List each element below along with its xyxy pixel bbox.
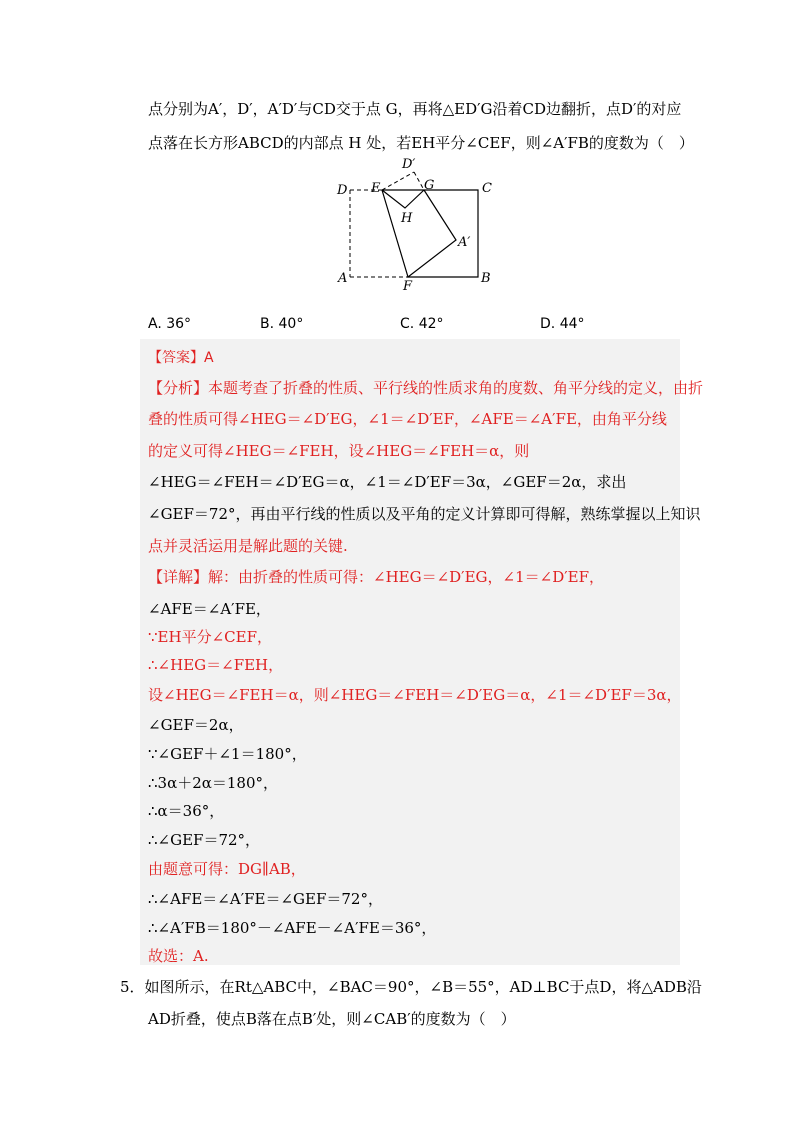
option-A[interactable] — [148, 316, 191, 332]
label-B: B — [481, 271, 491, 286]
detail-line-11: 由题意可得：DG∥AB， — [148, 860, 306, 878]
label-C: C — [482, 181, 492, 196]
option-C-value: 42° — [418, 316, 444, 332]
detail-line-13: ∴∠A′FB＝180°－∠AFE－∠A′FE＝36°， — [148, 919, 437, 937]
detail-line-4: ∴∠HEG＝∠FEH， — [148, 656, 284, 674]
detail-line-6: ∠GEF＝2α， — [148, 716, 244, 734]
label-D: D — [337, 183, 348, 198]
analysis-line-3: 的定义可得∠HEG＝∠FEH，设∠HEG＝∠FEH＝α，则 — [148, 442, 530, 460]
question-text-line-2: 点落在长方形ABCD的内部点 H 处，若EH平分∠CEF，则∠A′FB的度数为（ ） — [148, 134, 694, 152]
next-question-line-1: 5．如图所示，在Rt△ABC中，∠BAC＝90°，∠B＝55°，AD⊥BC于点D，将△ADB沿 — [120, 978, 702, 996]
label-F: F — [403, 279, 413, 292]
option-B[interactable] — [260, 316, 303, 332]
label-D-prime: D′ — [402, 157, 416, 172]
detail-line-8: ∴3α＋2α＝180°， — [148, 774, 279, 792]
solid-edge-E-C-B-F — [382, 190, 478, 277]
analysis-line-5: ∠GEF＝72°，再由平行线的性质以及平角的定义计算即可得解，熟练掌握以上知识 — [148, 505, 701, 523]
geometry-figure — [0, 152, 800, 292]
analysis-line-1: 【分析】本题考查了折叠的性质、平行线的性质求角的度数、角平分线的定义，由折 — [148, 379, 704, 397]
detail-line-12: ∴∠AFE＝∠A′FE＝∠GEF＝72°， — [148, 890, 383, 908]
label-E: E — [371, 181, 381, 196]
label-A: A — [338, 271, 348, 286]
dashed-edge-ED' — [382, 172, 414, 190]
detail-line-9: ∴α＝36°， — [148, 802, 225, 820]
fold-edge-E-H-G — [382, 190, 424, 208]
option-A-value: 36° — [166, 316, 192, 332]
option-D-value: 44° — [559, 316, 585, 332]
detail-line-7: ∵∠GEF＋∠1＝180°， — [148, 745, 307, 763]
detail-line-5: 设∠HEG＝∠FEH＝α，则∠HEG＝∠FEH＝∠D′EG＝α，∠1＝∠D′EF＝3α， — [148, 686, 682, 704]
detail-line-1: 【详解】解：由折叠的性质可得：∠HEG＝∠D′EG，∠1＝∠D′EF， — [148, 568, 604, 586]
label-A-prime: A′ — [458, 235, 471, 250]
option-B-key: B. — [260, 316, 275, 332]
label-H: H — [401, 211, 413, 226]
option-C[interactable] — [400, 316, 444, 332]
detail-line-2: ∠AFE＝∠A′FE， — [148, 600, 271, 618]
analysis-line-4: ∠HEG＝∠FEH＝∠D′EG＝α，∠1＝∠D′EF＝3α，∠GEF＝2α，求出 — [148, 473, 627, 491]
detail-line-14: 故选：A. — [148, 947, 209, 965]
option-D-key: D. — [540, 316, 556, 332]
fold-edge-E-F-A'-G — [382, 190, 456, 277]
detail-line-10: ∴∠GEF＝72°， — [148, 831, 261, 849]
option-D[interactable] — [540, 316, 585, 332]
option-C-key: C. — [400, 316, 415, 332]
next-question-line-2: AD折叠，使点B落在点B′处，则∠CAB′的度数为（ ） — [148, 1010, 516, 1028]
analysis-line-6: 点并灵活运用是解此题的关键. — [148, 537, 348, 555]
analysis-line-2: 叠的性质可得∠HEG＝∠D′EG，∠1＝∠D′EF，∠AFE＝∠A′FE，由角平分线 — [148, 410, 667, 428]
option-A-key: A. — [148, 316, 162, 332]
detail-line-3: ∵EH平分∠CEF， — [148, 628, 272, 646]
question-text-line-1: 点分别为A′，D′，A′D′与CD交于点 G，再将△ED′G沿着CD边翻折，点D′的对应 — [148, 100, 682, 118]
option-B-value: 40° — [278, 316, 304, 332]
answer-label: 【答案】A — [148, 350, 214, 366]
dashed-edge-D'G — [414, 172, 424, 190]
label-G: G — [424, 178, 435, 193]
